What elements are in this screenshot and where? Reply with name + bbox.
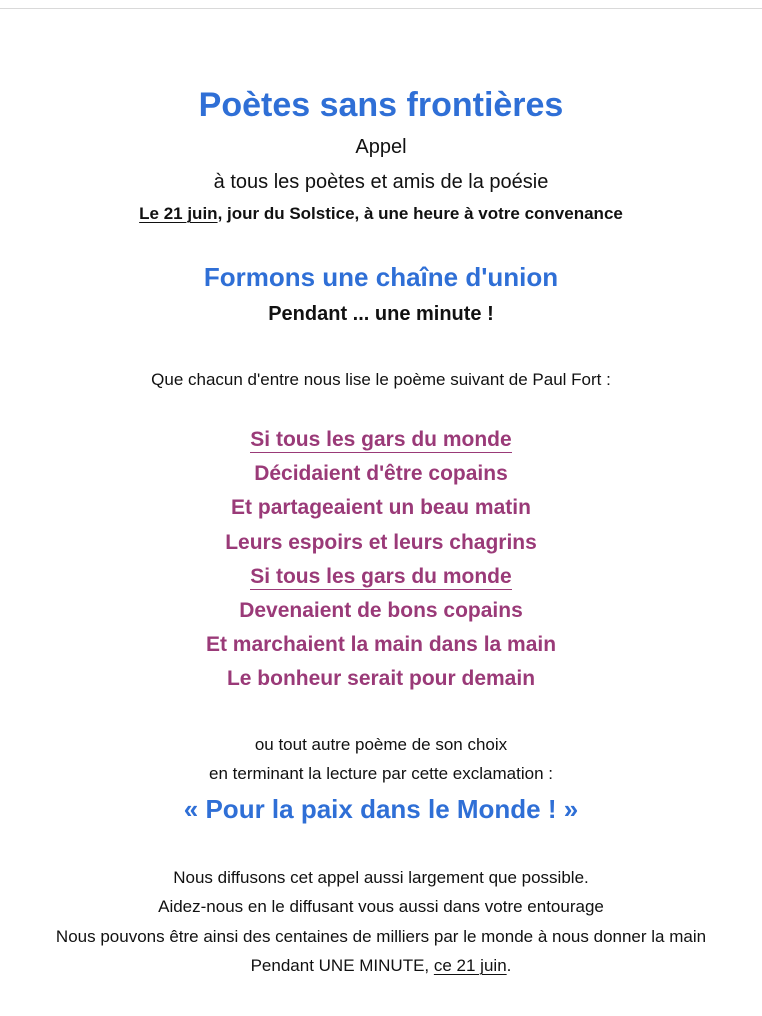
poem-intro: Que chacun d'entre nous lise le poème suivant de Paul Fort :: [151, 370, 611, 389]
date-link[interactable]: Le 21 juin: [139, 204, 218, 223]
chain-heading: Formons une chaîne d'union: [203, 262, 559, 292]
poem-verse-link[interactable]: Si tous les gars du monde: [250, 565, 512, 588]
poem-verse-link[interactable]: Si tous les gars du monde: [250, 428, 512, 451]
poem-verse: [0, 565, 762, 589]
footer-line-prefix: Pendant UNE MINUTE,: [250, 956, 434, 975]
poem-verse: [0, 428, 762, 452]
poem-verse: Et marchaient la main dans la main: [205, 633, 557, 656]
footer-line: Aidez-nous en le diffusant vous aussi dans votre entourage: [158, 897, 604, 916]
top-divider: [0, 8, 762, 9]
peace-exclamation: « Pour la paix dans le Monde ! »: [183, 794, 579, 824]
alternative-poem-line: ou tout autre poème de son choix: [254, 735, 508, 754]
invitation-line: à tous les poètes et amis de la poésie: [213, 171, 549, 193]
footer-line: [0, 956, 762, 976]
poem-verse: Le bonheur serait pour demain: [226, 667, 536, 690]
footer-date-link[interactable]: ce 21 juin: [433, 956, 507, 975]
poem-verse: Décidaient d'être copains: [254, 462, 508, 485]
footer-line: Nous pouvons être ainsi des centaines de milliers par le monde à nous donner la main: [55, 927, 707, 946]
date-line: [0, 204, 762, 224]
page-title: Poètes sans frontières: [198, 86, 564, 124]
footer-line: Nous diffusons cet appel aussi largement que possible.: [173, 868, 589, 887]
poem-verse: Et partageaient un beau matin: [231, 496, 531, 519]
footer-line-suffix: .: [506, 956, 512, 975]
appel-heading: Appel: [355, 136, 407, 158]
date-line-rest: , jour du Solstice, à une heure à votre convenance: [217, 204, 623, 223]
poem-verse: Devenaient de bons copains: [239, 599, 523, 622]
minute-line: Pendant ... une minute !: [268, 303, 494, 325]
closing-instruction: en terminant la lecture par cette exclamation :: [209, 764, 553, 783]
poem-verse: Leurs espoirs et leurs chagrins: [225, 531, 537, 554]
